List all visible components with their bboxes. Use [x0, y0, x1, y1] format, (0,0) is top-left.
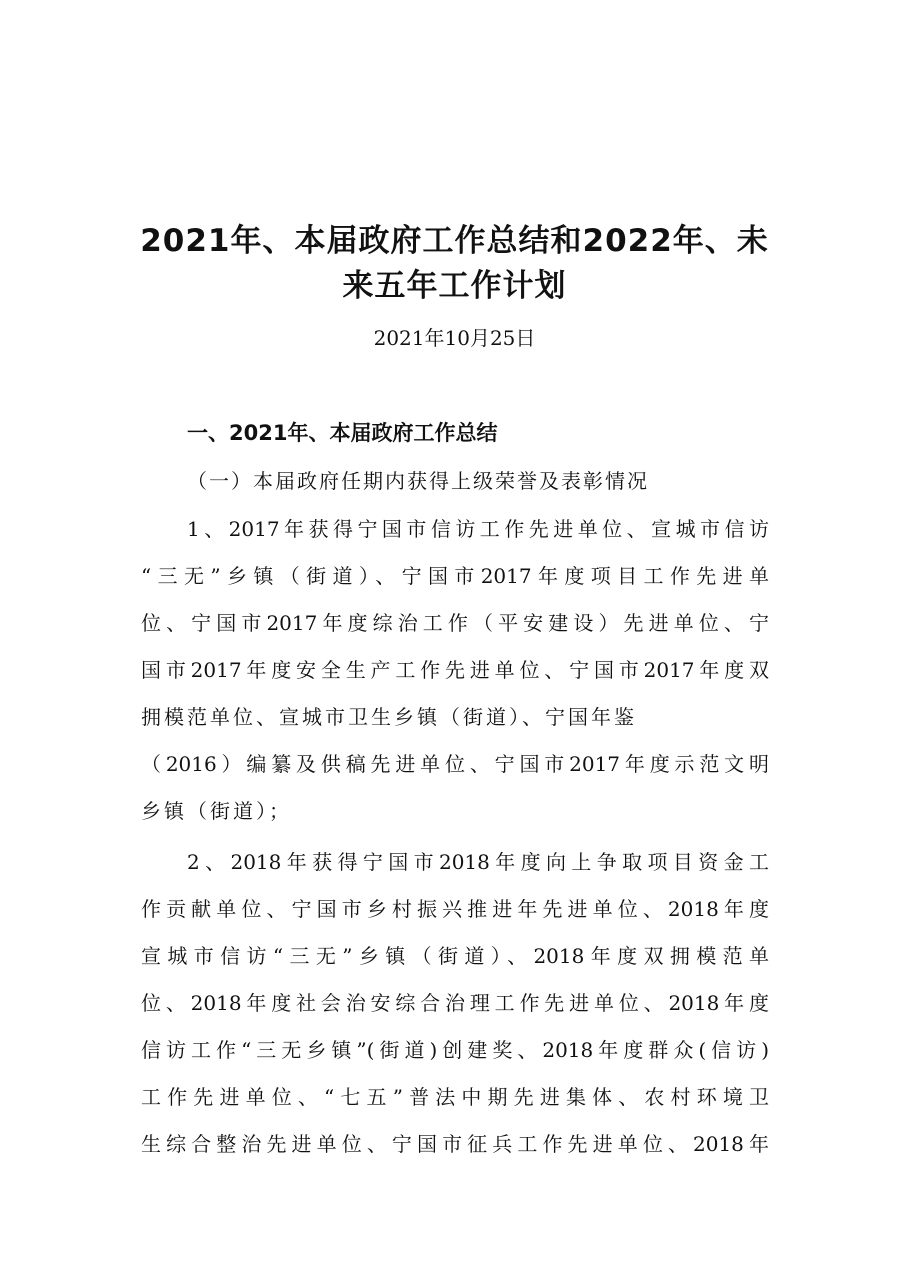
paragraph-line: 位、2018年度社会治安综合治理工作先进单位、2018年度 [141, 991, 769, 1015]
title-line-2: 来五年工作计划 [342, 268, 567, 304]
paragraph-line: 1、2017年获得宁国市信访工作先进单位、宣城市信访 [187, 517, 769, 541]
subsection-heading: （一）本届政府任期内获得上级荣誉及表彰情况 [187, 469, 649, 493]
paragraph-line: 作贡献单位、宁国市乡村振兴推进年先进单位、2018年度 [141, 897, 769, 921]
paragraph-line: 宣城市信访“三无”乡镇（街道）、2018年度双拥模范单 [141, 944, 769, 968]
paragraph-line: 2、2018年获得宁国市2018年度向上争取项目资金工 [187, 850, 769, 874]
paragraph-line: 位、宁国市2017年度综治工作（平安建设）先进单位、宁 [141, 611, 769, 635]
paragraph-line: “三无”乡镇（街道）、宁国市2017年度项目工作先进单 [141, 564, 769, 588]
paragraph-line: 拥模范单位、宣城市卫生乡镇（街道）、宁国年鉴 [141, 705, 637, 729]
title-line-1: 2021年、本届政府工作总结和2022年、未 [140, 223, 769, 259]
paragraph-line: 工作先进单位、“七五”普法中期先进集体、农村环境卫 [141, 1085, 769, 1109]
document-date: 2021年10月25日 [373, 326, 536, 350]
paragraph-line: 乡镇（街道）； [141, 799, 292, 823]
paragraph-line: （2016）编纂及供稿先进单位、宁国市2017年度示范文明 [141, 752, 769, 776]
paragraph-line: 信访工作“三无乡镇”(街道)创建奖、2018年度群众(信访) [141, 1038, 769, 1062]
paragraph-line: 国市2017年度安全生产工作先进单位、宁国市2017年度双 [141, 658, 769, 682]
section-heading: 一、2021年、本届政府工作总结 [187, 421, 498, 445]
paragraph-line: 生综合整治先进单位、宁国市征兵工作先进单位、2018年 [141, 1132, 769, 1156]
document-title [100, 219, 809, 309]
